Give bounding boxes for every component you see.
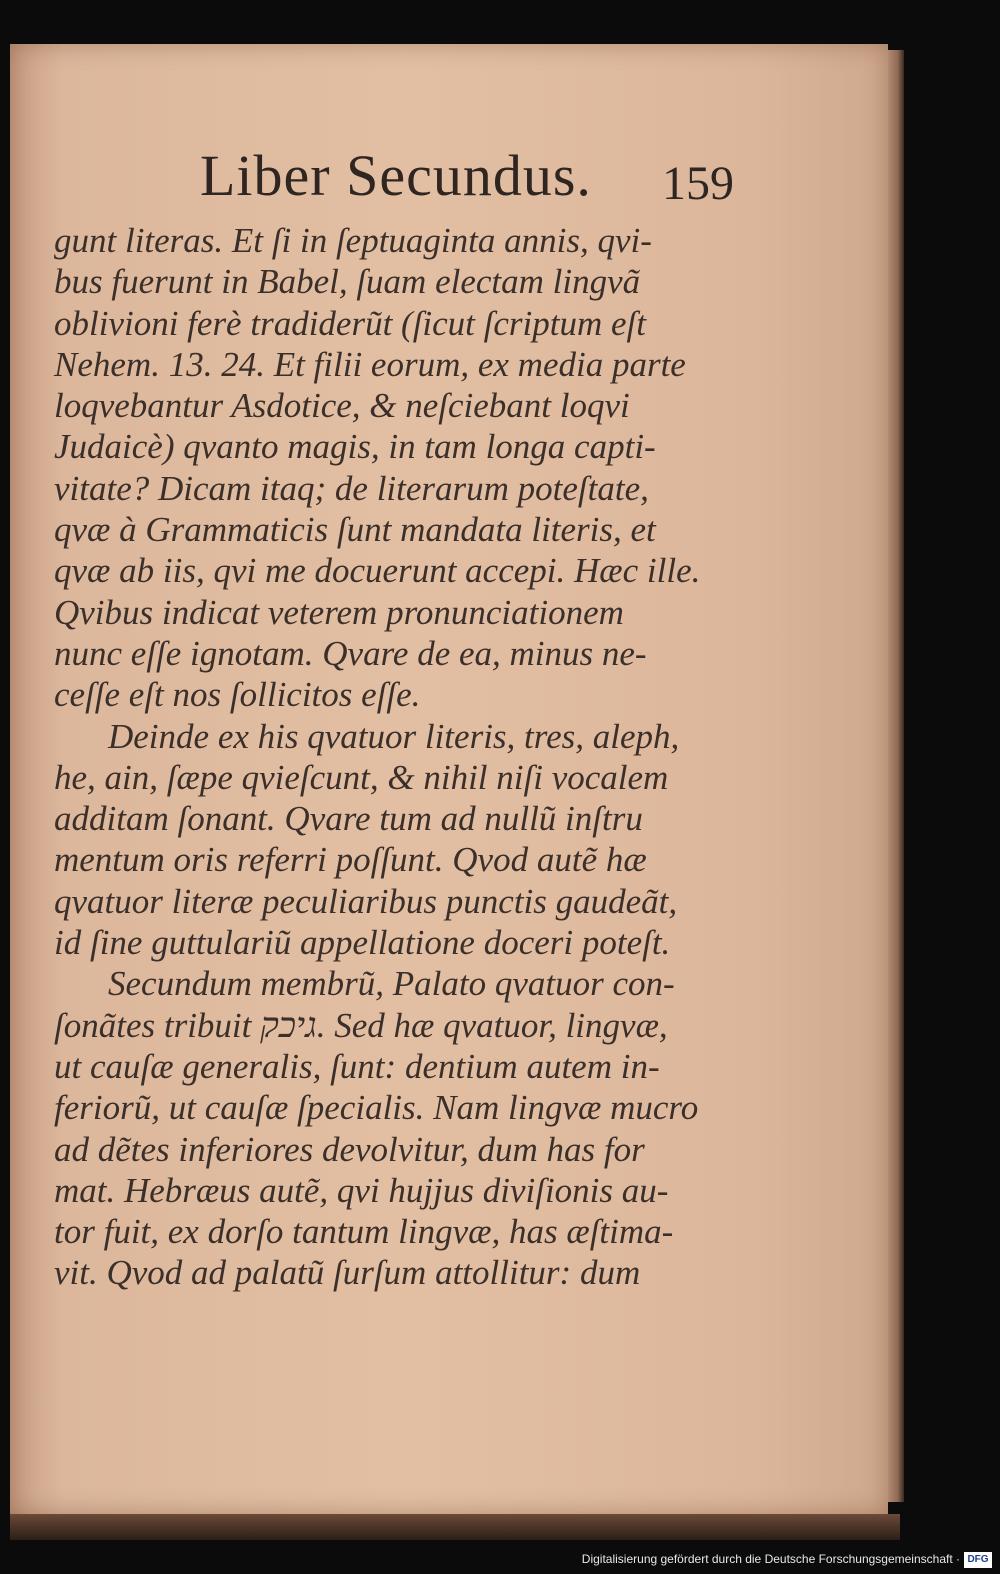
- page-body-text: [54, 220, 754, 1294]
- text-line: gunt literas. Et ſi in ſeptuaginta annis, qvi-: [54, 221, 652, 260]
- running-title: Liber Secundus.: [200, 143, 592, 208]
- footer-bar: [0, 1548, 1000, 1574]
- text-line: ceſſe eſt nos ſollicitos eſſe.: [54, 675, 421, 715]
- page-number: 159: [662, 157, 734, 210]
- text-line: mat. Hebræus autẽ, qvi hujjus diviſionis au-: [54, 1170, 669, 1210]
- text-line: oblivioni ferè tradiderũt (ſicut ſcriptum eſt: [54, 303, 646, 343]
- text-line-paragraph-start: Secundum membrũ, Palato qvatuor con-: [108, 964, 675, 1004]
- text-line: qvæ à Grammaticis ſunt mandata literis, et: [54, 510, 656, 550]
- text-line: ad dẽtes inferiores devolvitur, dum has for: [54, 1129, 645, 1169]
- book-bottom-edge: [10, 1514, 900, 1540]
- text-line: Judaicè) qvanto magis, in tam longa capti-: [54, 427, 656, 467]
- text-line: bus fuerunt in Babel, ſuam electam lingvã: [54, 262, 641, 302]
- text-line: Qvibus indicat veterem pronunciationem: [54, 592, 624, 632]
- text-line: tor fuit, ex dorſo tantum lingvæ, has æſtima-: [54, 1212, 674, 1252]
- funding-credit: Digitalisierung gefördert durch die Deutsche Forschungsgemeinschaft ·: [581, 1552, 960, 1566]
- text-line: qvatuor literæ peculiaribus punctis gaudeãt,: [54, 881, 678, 921]
- text-line: loqvebantur Asdotice, & neſciebant loqvi: [54, 386, 630, 426]
- text-line: qvæ ab iis, qvi me docuerunt accepi. Hæc ille.: [54, 551, 701, 591]
- text-line: Nehem. 13. 24. Et filii eorum, ex media parte: [54, 344, 686, 384]
- text-line: he, ain, ſæpe qvieſcunt, & nihil niſi vocalem: [54, 757, 669, 797]
- text-line: vitate? Dicam itaq; de literarum poteſtate,: [54, 468, 649, 508]
- text-line: additam ſonant. Qvare tum ad nullũ inſtru: [54, 799, 643, 839]
- dfg-logo-icon: DFG: [964, 1552, 992, 1568]
- text-line: mentum oris referri poſſunt. Qvod autẽ hæ: [54, 840, 647, 880]
- text-line: ſonãtes tribuit גיכק. Sed hæ qvatuor, lingvæ,: [54, 1005, 668, 1045]
- text-line: nunc eſſe ignotam. Qvare de ea, minus ne-: [54, 633, 647, 673]
- text-line: vit. Qvod ad palatũ ſurſum attollitur: dum: [54, 1253, 641, 1293]
- page-edge: [888, 50, 904, 1502]
- text-line: id ſine guttulariũ appellatione doceri poteſt.: [54, 923, 671, 963]
- text-line: feriorũ, ut cauſæ ſpecialis. Nam lingvæ mucro: [54, 1088, 699, 1128]
- book-page: [10, 44, 888, 1514]
- text-line-paragraph-start: Deinde ex his qvatuor literis, tres, aleph,: [108, 716, 680, 756]
- page-header: [200, 142, 760, 222]
- text-line: ut cauſæ generalis, ſunt: dentium autem in-: [54, 1046, 660, 1086]
